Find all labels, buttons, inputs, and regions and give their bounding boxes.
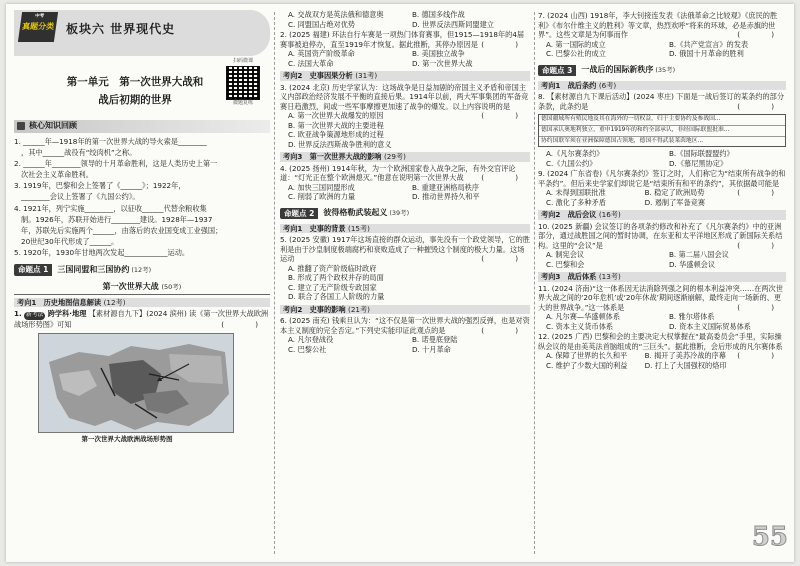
review-line: 年，苏联先后实施两个______，由落后的农业国变成工业强国； (21, 225, 223, 235)
badge-small-label: 中考 (34, 14, 45, 19)
question-2 (280, 30, 530, 49)
option[interactable]: B. 雅尔塔体系 (669, 312, 715, 322)
answer-paren[interactable]: ( ) (737, 240, 786, 250)
question-tag: 跨学科·地理 (47, 309, 87, 319)
angle-count: (29考) (383, 152, 406, 161)
question-text: 10. (2025 新疆) 会议签订的各项条约修改和补充了《凡尔赛条约》中的亚洲部分，通过战胜国之间的暂时协调，在东亚和太平洋地区形成了新国际关系结构。这里的“会议”是 (538, 221, 783, 250)
question-10 (538, 222, 786, 251)
angle-count: (21考) (348, 304, 370, 314)
q9-options (538, 188, 737, 207)
option[interactable]: D. 遏制了军备竞赛 (644, 197, 706, 207)
answer-paren[interactable]: ( ) (737, 101, 786, 111)
question-text: 4. (2025 扬州) 1914年秋，为一个欧洲国家卷入战争之际，有外交官评论道：“灯光正在整个欧洲熄灭。”他意在说明第一次世界大战 (280, 163, 516, 182)
angle-heading (538, 81, 786, 91)
option[interactable]: C.《九国公约》 (546, 158, 597, 168)
qr-caption-top: 扫码微课 (232, 58, 253, 64)
angle-heading (280, 71, 530, 81)
question-text: 6. (2025 南充) 钱乘旦认为：“这不仅是第一次世界大战的强烈反弹，也是对资本主义制度的完全否定。”下列史实能印证此观点的是 (280, 316, 530, 335)
category-badge (18, 12, 58, 42)
angle-count: (12考) (103, 297, 126, 307)
qr-code-icon[interactable] (226, 66, 260, 100)
subsection-label: 第一次世界大战 (102, 282, 159, 292)
topic-2-count: (39考) (389, 209, 410, 218)
option[interactable]: C. 巴黎公社的成立 (546, 49, 606, 58)
review-line: 制。1926年，苏联开始进行________建设。1928年—1937 (21, 214, 213, 224)
q8-options (538, 149, 786, 168)
option[interactable]: D. 资本主义国际贸易体系 (669, 321, 751, 331)
table-row: 协约国联军须在亚洲保障德国占领地，德国不得武装莱茵地区... (541, 137, 704, 144)
q5-options (280, 264, 530, 302)
angle-heading (280, 305, 530, 315)
review-line: 4. 1921年，列宁实施________，以征收______代替余粮收集 (14, 203, 207, 213)
option[interactable]: B. 第二届八国会议 (669, 250, 729, 260)
angle-heading (14, 298, 270, 308)
topic-1-header (14, 263, 270, 277)
answer-paren[interactable]: ( ) (481, 39, 530, 49)
q1-options (280, 10, 530, 29)
angle-count: (31考) (355, 71, 378, 80)
angle-label: 考向1 史事的背景 (283, 223, 346, 233)
option[interactable]: D. 俄国十月革命的胜利 (669, 49, 744, 58)
angle-count: (13考) (598, 272, 621, 282)
option[interactable]: C. 资本主义货币体系 (546, 321, 614, 331)
review-line: ，其中______战役有“绞肉机”之称。 (21, 147, 137, 157)
option[interactable]: B. 揭开了美苏冷战的序幕 (644, 351, 726, 361)
review-line: 20世纪30年代形成了______。 (21, 237, 119, 247)
option[interactable]: A. 制宪会议 (546, 250, 585, 260)
option[interactable]: C. 法国大革命 (288, 58, 334, 68)
question-text: 12. (2025 广西) 巴黎和会的主要决定大权掌握在“最高委员会”手里，实际操纵会议的是由美英法首脑组成的“三巨头”。据此推断，会后形成的凡尔赛体系 (538, 332, 783, 351)
option[interactable]: A. 英国资产阶级革命 (288, 49, 355, 58)
review-line: ________会议上签署了《九国公约》。 (21, 192, 140, 202)
option[interactable]: C. 巴黎公社 (288, 344, 327, 354)
option[interactable]: A. 加快三国同盟形成 (288, 182, 355, 192)
topic-1-name: 三国同盟和三国协约 (57, 265, 130, 275)
topic-2-tag: 命题点 2 (280, 208, 318, 220)
q12-options (538, 351, 737, 370)
left-column (14, 10, 270, 556)
option[interactable]: C. 激化了多种矛盾 (546, 197, 606, 207)
q11-options (538, 312, 786, 331)
option[interactable]: B. 重建亚洲格局秩序 (412, 182, 480, 192)
review-line: 5. 1920年，1930年甘地两次发起____________运动。 (14, 248, 190, 258)
option[interactable]: A. 交战双方是英法俄和德意奥 (288, 10, 384, 19)
topic-2-header (280, 207, 530, 221)
topic-1-count: (12考) (131, 266, 152, 275)
page-number: 55 (751, 521, 788, 552)
option[interactable]: B.《共产党宣言》的发表 (669, 39, 749, 49)
angle-label: 考向3 战后体系 (541, 272, 597, 282)
topic-3-count: (35考) (655, 66, 676, 75)
review-marker-icon (17, 122, 25, 130)
qr-caption-bottom: 微题复练 (232, 99, 253, 106)
option[interactable]: D. 第一次世界大战 (412, 58, 473, 68)
option[interactable]: D. 联合了各国工人阶级的力量 (288, 292, 385, 301)
topic-1-tag: 命题点 1 (14, 264, 52, 276)
option[interactable]: A. 第一国际的成立 (546, 39, 606, 49)
q4-options (280, 183, 530, 202)
option[interactable]: B. 德国多线作战 (412, 10, 465, 19)
unit-title-line1: 第一单元 第一次世界大战和 (66, 76, 204, 88)
question-4 (280, 164, 530, 183)
option[interactable]: C. 维护了少数大国的利益 (546, 360, 628, 370)
unit-title (50, 74, 220, 110)
q7-options (538, 40, 786, 59)
right-column (538, 10, 786, 556)
map-caption: 第一次世界大战欧洲战场形势图 (81, 434, 173, 443)
answer-paren[interactable]: ( ) (481, 254, 530, 263)
angle-count: (15考) (348, 223, 370, 233)
review-line: 次社会主义革命胜利。 (21, 170, 93, 180)
unit-title-line2: 战后初期的世界 (98, 93, 172, 106)
option[interactable]: D. 世界反法西斯同盟建立 (412, 19, 494, 29)
question-5 (280, 235, 530, 264)
option[interactable]: D. 华盛顿会议 (669, 259, 716, 269)
answer-paren[interactable]: ( ) (737, 30, 786, 39)
option[interactable]: B. 诺曼底登陆 (412, 335, 458, 344)
question-1 (14, 309, 270, 329)
option[interactable]: C. 同盟国占绝对优势 (288, 19, 356, 29)
war-map-image (38, 333, 234, 433)
column-divider (534, 12, 535, 554)
option[interactable]: B. 美国独立战争 (412, 49, 465, 58)
option[interactable]: A. 凡尔登战役 (288, 335, 334, 344)
option[interactable]: C. 欧亚战争策源地形成的过程 (288, 130, 384, 139)
option[interactable]: B. 形成了两个政权并存的局面 (288, 273, 384, 282)
option[interactable]: A. 未得到国联批准 (546, 188, 606, 198)
question-number: 1. (14, 309, 22, 319)
table-row: 德国承认奥地利独立，重申1919年的和约全部承认，非经国际联盟批准... (539, 126, 785, 137)
topic-3-header (538, 64, 786, 78)
option[interactable]: A. 第一次世界大战爆发的原因 (288, 111, 384, 120)
europe-map-icon (39, 334, 234, 433)
question-7 (538, 11, 786, 40)
angle-label: 考向1 历史地图信息解读 (17, 297, 102, 307)
angle-heading (538, 210, 786, 220)
answer-paren[interactable]: ( ) (737, 351, 786, 361)
topic-2-name: 彼得格勒武装起义 (323, 208, 388, 218)
option[interactable]: A. 推翻了资产阶级临时政府 (288, 263, 377, 273)
question-text: 8. 【素材源自九下课后活动】(2024 枣庄) 下面是一战后签订的某条约的部分条款，此条约是 (538, 92, 785, 111)
column-divider (274, 12, 275, 554)
option[interactable]: D. 推动世界持久和平 (412, 192, 480, 201)
answer-paren[interactable]: ( ) (221, 320, 270, 330)
answer-paren[interactable]: ( ) (737, 188, 786, 198)
middle-column (280, 10, 530, 556)
option[interactable]: D. 打上了大国强权的烙印 (644, 360, 727, 370)
option[interactable]: C. 巴黎和会 (546, 259, 585, 269)
angle-label: 考向2 战后会议 (541, 210, 597, 220)
option[interactable]: B. 第一次世界大战的主要进程 (288, 120, 384, 130)
topic-3-name: 一战后的国际新秩序 (581, 65, 654, 75)
angle-heading (538, 272, 786, 282)
option[interactable]: A.《凡尔赛条约》 (546, 149, 604, 159)
question-text: 3. (2024 北京) 历史学家认为：这场战争是日益加剧的帝国主义矛盾和帝国主义内部政治经济发展不平衡的直接后果。1914年以前，两大军事集团的军备竞赛日趋激烈，间或一些军事摩擦更加速了战争的爆发。以上内容说明的是 (280, 82, 529, 111)
option[interactable]: A. 凡尔赛—华盛顿体系 (546, 312, 621, 322)
review-line: 2. ______年________领导的十月革命胜利，这是人类历史上第一 (14, 159, 218, 168)
question-text: 2. (2025 福建) 环法自行车赛是一项热门体育赛事，但1915—1918年的4届赛事被迫停办，直至1919年才恢复。据此推断，其停办原因是 (280, 30, 525, 49)
section-banner (14, 10, 270, 56)
option[interactable]: D. 世界反法西斯战争胜利的意义 (288, 139, 392, 149)
question-text: 7. (2024 山西) 1918年，李大钊接连发表《法俄革命之比较观》《庶民的胜利》《布尔什维主义的胜利》等文章，热烈欢呼“将来的环球，必是赤旗的世界”。这些文章是为何事而作 (538, 11, 778, 39)
option[interactable]: D.《慕尼黑协定》 (669, 158, 728, 168)
answer-paren[interactable]: ( ) (481, 173, 530, 182)
subsection-count: (50考) (161, 283, 182, 292)
q10-options (538, 250, 786, 269)
angle-count: (16考) (598, 210, 621, 220)
answer-paren[interactable]: ( ) (481, 111, 530, 120)
angle-heading (280, 224, 530, 234)
review-heading (14, 120, 270, 133)
angle-label: 考向2 史事的影响 (283, 304, 346, 314)
page-sheet (6, 4, 794, 562)
angle-heading (280, 152, 530, 162)
question-text: 5. (2025 安徽) 1917年这场直接的群众运动，事先没有一个政党领导，它的胜利是由于沙皇制度极端腐朽和衰败造成了一种摧毁这个制度的极大力量。这场运动 (280, 235, 530, 263)
treaty-excerpt-table (538, 114, 786, 147)
option[interactable]: C. 建立了无产阶级专政国家 (288, 282, 377, 292)
question-text: 9. (2024 广东省卷)《凡尔赛条约》签订之时，人们称它为“结束所有战争的和平条约”。但后来史学家们却说它是“结束所有和平的条约”，其依据最可能是 (538, 169, 786, 188)
answer-paren[interactable]: ( ) (481, 325, 530, 335)
new-method-badge: 新考法 (26, 312, 44, 319)
table-row: 德国疆域所有殖民地及其在海外的一切权益，归于主要协约及参战国... (539, 115, 785, 126)
badge-label: 真题分类 (21, 22, 55, 31)
angle-label: 考向3 第一次世界大战的影响 (283, 152, 382, 161)
question-6 (280, 316, 530, 335)
topic-3-tag: 命题点 3 (538, 65, 576, 77)
subsection-title (14, 282, 270, 295)
option[interactable]: B.《国际联盟盟约》 (669, 149, 734, 159)
angle-label: 考向1 战后条约 (541, 80, 597, 90)
review-heading-label: 核心知识回顾 (29, 120, 77, 130)
review-list (14, 136, 270, 259)
angle-count: (6考) (598, 80, 617, 90)
option[interactable]: D. 十月革命 (412, 344, 451, 354)
question-text: 11. (2024 济南)“这一体系因无法消除列强之间的根本利益冲突……在两次世界大战之间的‘20年危机’或‘20年休战’期间逐渐崩解，最终走向一场新的、更大的世界战争。”这一体系是 (538, 283, 783, 312)
angle-label: 考向2 史事因果分析 (283, 71, 353, 80)
q2-options (280, 49, 530, 68)
review-line: 1. ______年—1918年的第一次世界大战的导火索是________ (14, 136, 207, 146)
answer-paren[interactable]: ( ) (737, 302, 786, 312)
option[interactable]: A. 保障了世界的长久和平 (546, 351, 628, 361)
qr-block[interactable] (226, 58, 260, 107)
question-11 (538, 284, 786, 313)
option[interactable]: B. 稳定了欧洲局势 (644, 188, 705, 198)
q6-options (280, 335, 530, 354)
question-8 (538, 92, 786, 111)
review-line: 3. 1919年，巴黎和会上签署了《______》；1922年， (14, 181, 186, 191)
question-text: 【素材源自九下】(2024 滨州) 读《第一次世界大战欧洲战场形势图》可知 (14, 309, 269, 330)
option[interactable]: C. 削弱了欧洲的力量 (288, 192, 356, 201)
banner-title: 板块六 世界现代史 (66, 22, 176, 36)
